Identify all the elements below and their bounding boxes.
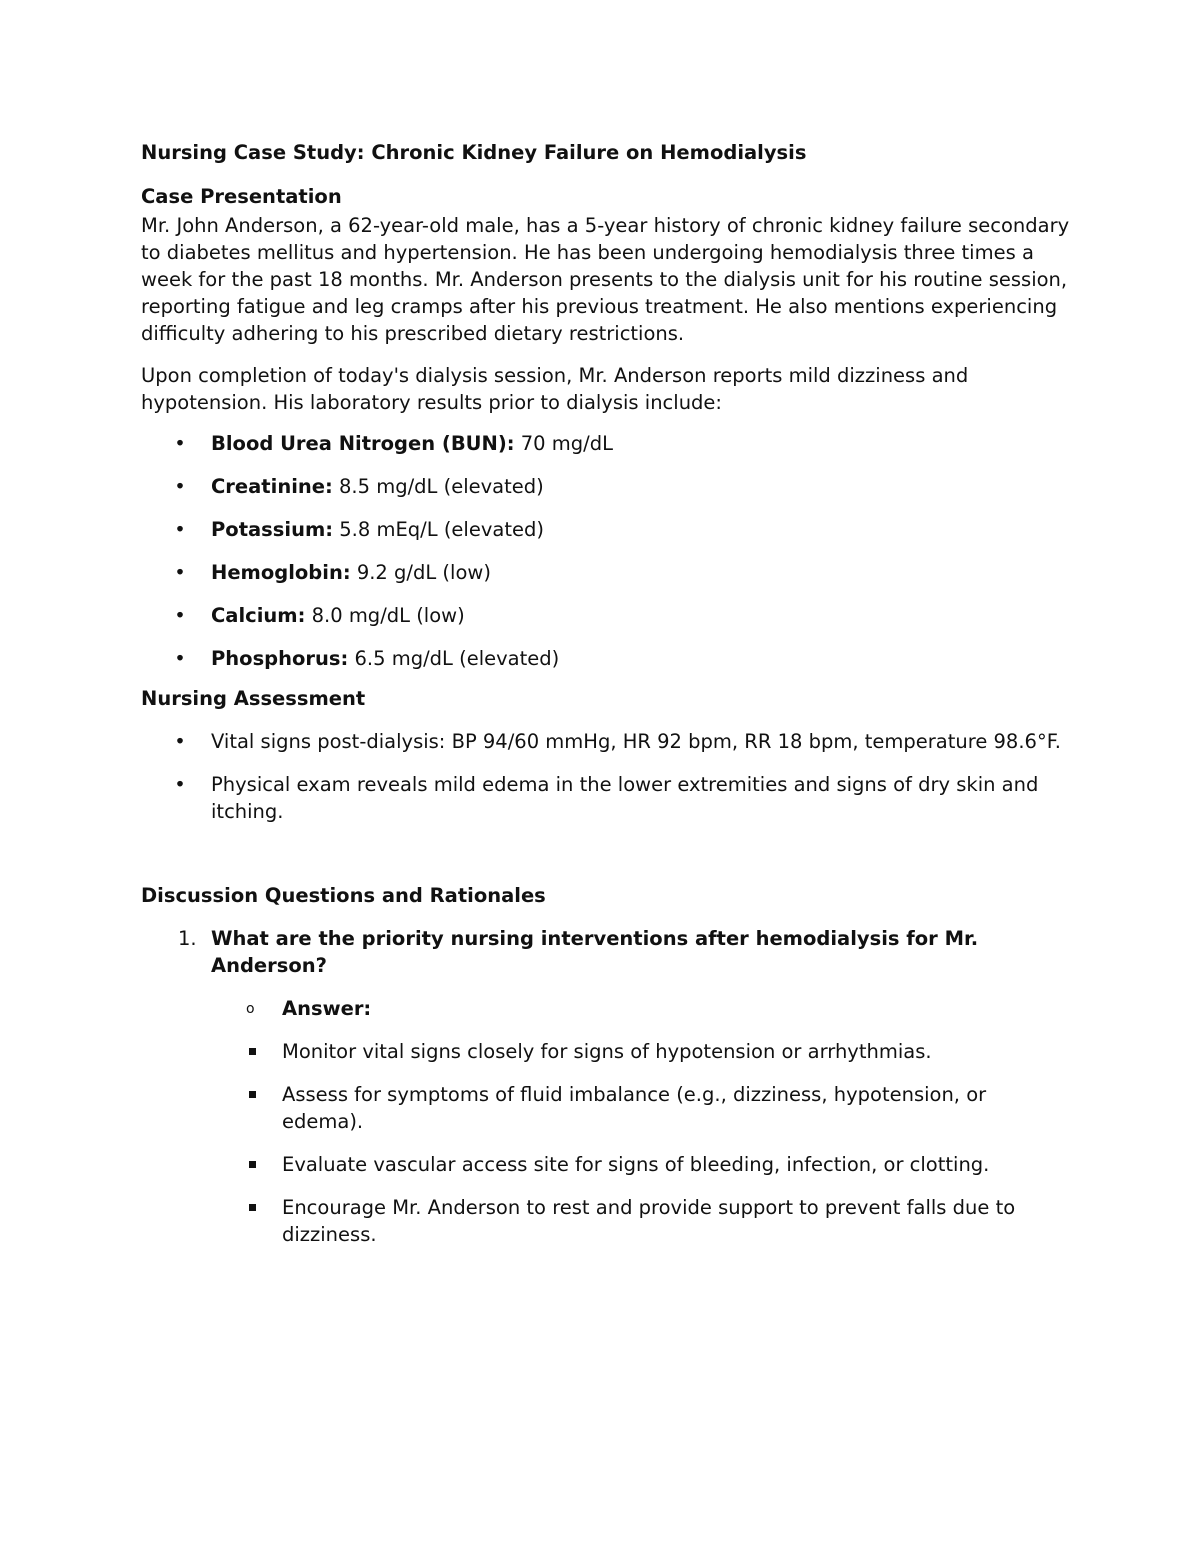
lab-label: Potassium: <box>211 518 334 541</box>
list-item <box>141 559 1071 586</box>
list-item <box>141 1081 1071 1135</box>
case-presentation-heading: Case Presentation <box>141 185 342 208</box>
lab-value: 70 mg/dL <box>514 432 613 455</box>
list-item <box>141 473 1071 500</box>
document-title: Nursing Case Study: Chronic Kidney Failure on Hemodialysis <box>141 141 807 164</box>
bullet-icon: • <box>174 518 186 541</box>
answer-list <box>141 1038 1071 1248</box>
list-item <box>141 430 1071 457</box>
discussion-questions-list <box>141 925 1071 1248</box>
square-bullet-icon <box>249 1204 256 1211</box>
question-text: What are the priority nursing interventions after hemodialysis for Mr. Anderson? <box>211 927 979 977</box>
list-item <box>141 1194 1071 1248</box>
answer-text: Evaluate vascular access site for signs of bleeding, infection, or clotting. <box>282 1153 990 1176</box>
case-paragraph-2: Upon completion of today's dialysis session, Mr. Anderson reports mild dizziness and hypotension. His laboratory results prior to dialysis include: <box>141 364 969 414</box>
bullet-icon: • <box>174 604 186 627</box>
question-item <box>141 925 1071 1248</box>
list-item <box>141 1151 1071 1178</box>
answer-text: Assess for symptoms of fluid imbalance (e.g., dizziness, hypotension, or edema). <box>282 1083 987 1133</box>
bullet-icon: • <box>174 475 186 498</box>
list-item <box>141 602 1071 629</box>
lab-label: Creatinine: <box>211 475 333 498</box>
lab-value: 8.0 mg/dL (low) <box>305 604 465 627</box>
answer-label: Answer: <box>282 997 372 1020</box>
case-paragraph-1: Mr. John Anderson, a 62-year-old male, has a 5-year history of chronic kidney failure secondary to diabetes mellitus and hypertension. He has been undergoing hemodialysis three times a week for the past 18 months. Mr. Anderson presents to the dialysis unit for his routine session, reporting fatigue and leg cramps after his previous treatment. He also mentions experiencing difficulty adhering to his prescribed dietary restrictions. <box>141 214 1070 345</box>
list-item <box>141 645 1071 672</box>
document-page <box>141 138 1071 1264</box>
answer-text: Monitor vital signs closely for signs of hypotension or arrhythmias. <box>282 1040 932 1063</box>
square-bullet-icon <box>249 1161 256 1168</box>
section-spacer <box>141 841 1071 881</box>
lab-label: Calcium: <box>211 604 306 627</box>
answer-label-row <box>211 995 1071 1022</box>
lab-label: Hemoglobin: <box>211 561 351 584</box>
bullet-icon: • <box>174 561 186 584</box>
square-bullet-icon <box>249 1048 256 1055</box>
lab-value: 6.5 mg/dL (elevated) <box>348 647 560 670</box>
lab-label: Phosphorus: <box>211 647 349 670</box>
bullet-icon: • <box>174 432 186 455</box>
list-item <box>141 516 1071 543</box>
circle-bullet-icon: o <box>246 1001 255 1017</box>
discussion-heading: Discussion Questions and Rationales <box>141 884 546 907</box>
assessment-text: Physical exam reveals mild edema in the lower extremities and signs of dry skin and itching. <box>211 773 1039 823</box>
lab-value: 5.8 mEq/L (elevated) <box>333 518 544 541</box>
square-bullet-icon <box>249 1091 256 1098</box>
assessment-text: Vital signs post-dialysis: BP 94/60 mmHg, HR 92 bpm, RR 18 bpm, temperature 98.6°F. <box>211 730 1061 753</box>
bullet-icon: • <box>174 647 186 670</box>
lab-value: 8.5 mg/dL (elevated) <box>332 475 544 498</box>
list-item <box>141 771 1071 825</box>
list-item <box>141 728 1071 755</box>
nursing-assessment-heading: Nursing Assessment <box>141 687 366 710</box>
lab-results-list <box>141 430 1071 672</box>
list-item <box>141 1038 1071 1065</box>
bullet-icon: • <box>174 773 186 796</box>
lab-value: 9.2 g/dL (low) <box>350 561 491 584</box>
answer-text: Encourage Mr. Anderson to rest and provide support to prevent falls due to dizziness. <box>282 1196 1016 1246</box>
question-number: 1. <box>178 927 197 950</box>
assessment-list <box>141 728 1071 825</box>
bullet-icon: • <box>174 730 186 753</box>
lab-label: Blood Urea Nitrogen (BUN): <box>211 432 515 455</box>
